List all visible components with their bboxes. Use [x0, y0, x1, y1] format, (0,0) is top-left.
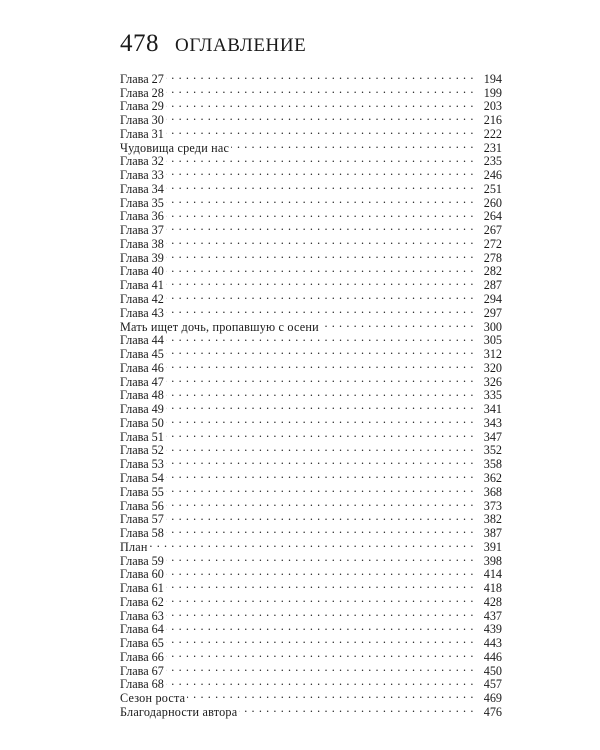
toc-entry-title: Глава 35 [120, 195, 164, 210]
toc-entry-page-number: 335 [483, 388, 502, 403]
toc-entry [120, 262, 502, 279]
dot-leader [166, 454, 474, 468]
toc-entry-title: Мать ищет дочь, пропавшую с осени [120, 319, 319, 334]
dot-leader [166, 165, 474, 179]
toc-entry [120, 179, 502, 196]
dot-leader [166, 565, 474, 579]
toc-entry-title: Глава 33 [120, 168, 164, 183]
toc-entry-title: Глава 27 [120, 71, 164, 86]
dot-leader [166, 413, 474, 427]
toc-entry-page-number: 312 [483, 347, 502, 362]
toc-entry-page-number: 341 [483, 402, 502, 417]
toc-entry [120, 165, 502, 183]
toc-entry [120, 592, 502, 609]
toc-entry-title: Глава 43 [120, 305, 164, 320]
toc-entry-page-number: 272 [483, 236, 502, 251]
toc-entry-title: Глава 28 [120, 85, 164, 100]
dot-leader [166, 620, 474, 634]
toc-entry-page-number: 443 [483, 636, 502, 651]
toc-entry-page-number: 326 [483, 374, 502, 389]
toc-entry-page-number: 278 [483, 250, 502, 265]
toc-entry [120, 69, 502, 86]
toc-entry-title: Глава 60 [120, 567, 164, 582]
toc-entry-page-number: 267 [483, 223, 502, 238]
toc-entry-page-number: 358 [483, 457, 502, 472]
toc-entry-title: Глава 36 [120, 209, 164, 224]
dot-leader [166, 152, 474, 166]
toc-entry [120, 289, 502, 307]
toc-entry-page-number: 297 [483, 305, 502, 320]
toc-entry-title: Глава 32 [120, 154, 164, 169]
toc-entry [120, 496, 502, 513]
toc-entry [120, 344, 502, 362]
dot-leader [166, 193, 474, 207]
toc-entry-title: Глава 56 [120, 498, 164, 513]
toc-entry [120, 441, 502, 458]
toc-entry [120, 633, 502, 651]
toc-entry-title: Глава 61 [120, 581, 164, 596]
dot-leader [166, 551, 474, 565]
toc-entry-title: Глава 68 [120, 677, 164, 692]
toc-entry-page-number: 235 [483, 154, 502, 169]
toc-entry [120, 523, 502, 541]
toc-entry [120, 647, 502, 664]
toc-entry-title: План [120, 539, 148, 554]
toc-entry-page-number: 251 [483, 181, 502, 196]
toc-entry [120, 358, 502, 375]
toc-entry-page-number: 391 [483, 539, 502, 554]
toc-entry-title: Глава 57 [120, 512, 164, 527]
dot-leader [166, 262, 474, 276]
dot-leader [166, 97, 474, 111]
toc-entry [120, 152, 502, 169]
toc-entry-title: Глава 50 [120, 415, 164, 430]
toc-entry-title: Глава 52 [120, 443, 164, 458]
dot-leader [166, 207, 474, 221]
toc-entry [120, 83, 502, 100]
toc-entry-page-number: 246 [483, 168, 502, 183]
page-number: 478 [120, 30, 159, 57]
toc-entry [120, 454, 502, 472]
toc-entry-page-number: 194 [483, 71, 502, 86]
dot-leader [166, 578, 474, 592]
dot-leader [166, 289, 474, 303]
toc-entry-page-number: 469 [483, 691, 502, 706]
dot-leader [166, 331, 474, 345]
toc-entry-page-number: 294 [483, 292, 502, 307]
toc-entry [120, 110, 502, 128]
toc-entry-title: Глава 41 [120, 278, 164, 293]
dot-leader [166, 399, 474, 413]
toc-entry [120, 661, 502, 678]
toc-entry [120, 275, 502, 293]
toc-entry-title: Глава 51 [120, 429, 164, 444]
toc-entry [120, 578, 502, 596]
toc-entry-title: Чудовища среди нас [120, 140, 230, 155]
toc-entry-title: Глава 47 [120, 374, 164, 389]
toc-entry-title: Глава 30 [120, 113, 164, 128]
running-head [120, 30, 306, 64]
toc-entry-page-number: 222 [483, 126, 502, 141]
toc-entry-title: Глава 34 [120, 181, 164, 196]
toc-entry-title: Глава 37 [120, 223, 164, 238]
toc-entry-page-number: 428 [483, 594, 502, 609]
toc-entry-page-number: 347 [483, 429, 502, 444]
toc-entry-page-number: 352 [483, 443, 502, 458]
toc-entry-page-number: 231 [483, 140, 502, 155]
toc-entry [120, 207, 502, 224]
toc-entry-title: Глава 31 [120, 126, 164, 141]
toc-entry-title: Глава 59 [120, 553, 164, 568]
dot-leader [166, 83, 474, 97]
dot-leader [231, 138, 474, 152]
dot-leader [166, 386, 474, 400]
dot-leader [166, 606, 474, 620]
dot-leader [166, 482, 474, 496]
toc-entry-page-number: 305 [483, 333, 502, 348]
toc-entry [120, 620, 502, 637]
toc-entry [120, 675, 502, 692]
dot-leader [166, 647, 474, 661]
toc-entry-page-number: 199 [483, 85, 502, 100]
toc-entry [120, 234, 502, 251]
toc-entry-title: Глава 39 [120, 250, 164, 265]
toc-entry [120, 413, 502, 430]
dot-leader [166, 427, 474, 441]
dot-leader [166, 179, 474, 193]
toc-entry-title: Глава 40 [120, 264, 164, 279]
toc-entry [120, 303, 502, 320]
toc-entry-page-number: 320 [483, 360, 502, 375]
dot-leader [166, 633, 474, 647]
toc-entry [120, 510, 502, 527]
toc-entry-page-number: 476 [483, 704, 502, 719]
toc-entry-page-number: 398 [483, 553, 502, 568]
section-title: ОГЛАВЛЕНИЕ [175, 35, 307, 56]
toc-entry-title: Глава 67 [120, 663, 164, 678]
toc-entry-page-number: 282 [483, 264, 502, 279]
toc-entry-title: Глава 49 [120, 402, 164, 417]
toc-entry [120, 606, 502, 623]
toc-entry [120, 565, 502, 582]
dot-leader [239, 702, 474, 716]
toc-entry-page-number: 439 [483, 622, 502, 637]
dot-leader [166, 441, 474, 455]
toc-entry-page-number: 343 [483, 415, 502, 430]
toc-entry-title: Глава 55 [120, 484, 164, 499]
dot-leader [166, 124, 474, 138]
toc-entry-title: Глава 38 [120, 236, 164, 251]
toc-entry [120, 468, 502, 485]
dot-leader [166, 220, 474, 234]
toc-entry-page-number: 418 [483, 581, 502, 596]
toc-entry-page-number: 362 [483, 470, 502, 485]
dot-leader [166, 275, 474, 289]
toc-entry-title: Глава 58 [120, 526, 164, 541]
toc-entry-title: Благодарности автора [120, 704, 238, 719]
dot-leader [166, 523, 474, 537]
dot-leader [166, 496, 474, 510]
toc-entry-title: Глава 42 [120, 292, 164, 307]
toc-entry-page-number: 216 [483, 113, 502, 128]
toc-entry-page-number: 368 [483, 484, 502, 499]
toc-entry [120, 317, 502, 334]
toc-entry-page-number: 387 [483, 526, 502, 541]
toc-entry [120, 138, 502, 155]
toc-entry-page-number: 300 [483, 319, 502, 334]
toc-entry [120, 124, 502, 141]
toc-entry-page-number: 373 [483, 498, 502, 513]
toc-entry [120, 220, 502, 238]
dot-leader [166, 248, 474, 262]
toc-entry [120, 427, 502, 444]
toc-entry-title: Глава 53 [120, 457, 164, 472]
toc-entry-title: Глава 66 [120, 649, 164, 664]
toc-entry-page-number: 264 [483, 209, 502, 224]
toc-entry [120, 97, 502, 114]
toc-entry [120, 399, 502, 417]
dot-leader [321, 317, 474, 331]
dot-leader [187, 688, 474, 702]
toc-entry-page-number: 446 [483, 649, 502, 664]
dot-leader [166, 468, 474, 482]
dot-leader [166, 358, 474, 372]
toc-entry-title: Глава 54 [120, 470, 164, 485]
toc-entry [120, 551, 502, 568]
toc-entry-title: Глава 64 [120, 622, 164, 637]
toc-entry-title: Глава 45 [120, 347, 164, 362]
dot-leader [166, 675, 474, 689]
toc-entry [120, 702, 502, 719]
dot-leader [166, 110, 474, 124]
toc-entry-page-number: 457 [483, 677, 502, 692]
dot-leader [150, 537, 474, 551]
toc-entry-title: Глава 63 [120, 608, 164, 623]
dot-leader [166, 234, 474, 248]
toc-entry [120, 688, 502, 706]
dot-leader [166, 510, 474, 524]
toc-entry-page-number: 414 [483, 567, 502, 582]
toc-entry [120, 537, 502, 554]
toc-entry-title: Сезон роста [120, 691, 186, 706]
toc-entry-page-number: 260 [483, 195, 502, 210]
dot-leader [166, 592, 474, 606]
toc-entry-title: Глава 62 [120, 594, 164, 609]
toc-entry-title: Глава 29 [120, 99, 164, 114]
dot-leader [166, 344, 474, 358]
toc-entry-page-number: 203 [483, 99, 502, 114]
dot-leader [166, 69, 474, 83]
toc-entry [120, 386, 502, 403]
toc-entry-page-number: 287 [483, 278, 502, 293]
toc-entry [120, 331, 502, 348]
toc-entry [120, 482, 502, 499]
dot-leader [166, 661, 474, 675]
toc-entry [120, 372, 502, 389]
toc-entry-page-number: 382 [483, 512, 502, 527]
toc-entry-title: Глава 44 [120, 333, 164, 348]
toc-entry-title: Глава 65 [120, 636, 164, 651]
dot-leader [166, 372, 474, 386]
toc-entry-page-number: 437 [483, 608, 502, 623]
toc-entry-page-number: 450 [483, 663, 502, 678]
toc-entry-title: Глава 48 [120, 388, 164, 403]
toc-entry [120, 248, 502, 265]
toc-entry [120, 193, 502, 210]
dot-leader [166, 303, 474, 317]
toc-entry-title: Глава 46 [120, 360, 164, 375]
table-of-contents [120, 69, 502, 719]
